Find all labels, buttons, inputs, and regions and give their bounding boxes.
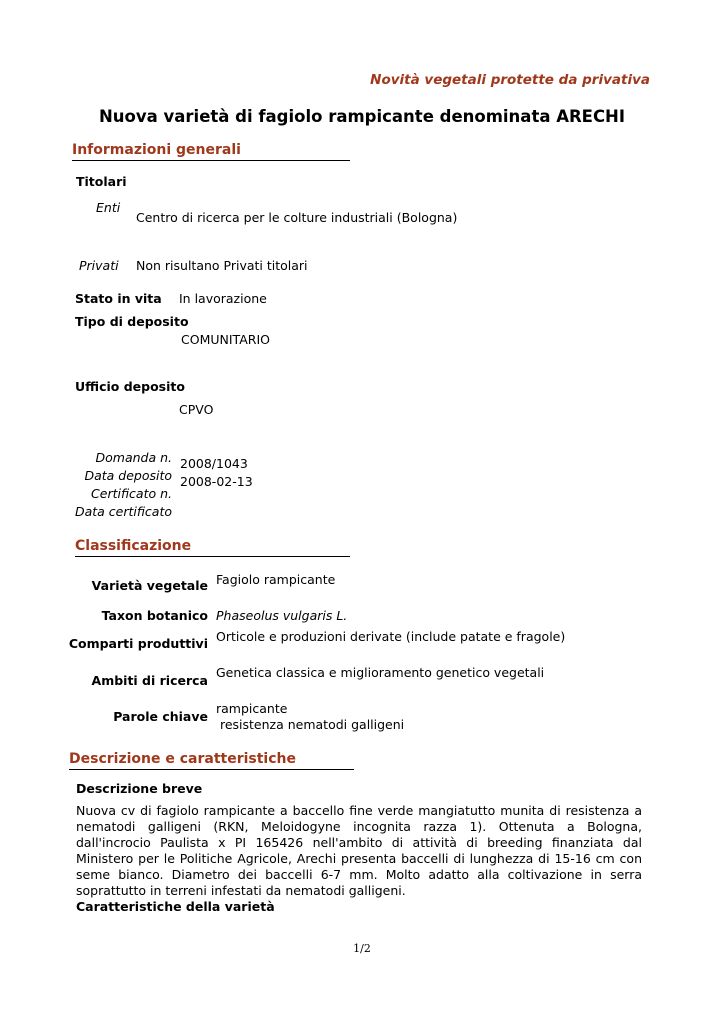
comparti-produttivi-value: Orticole e produzioni derivate (include patate e fragole) [216,629,566,644]
section-underline [75,556,350,557]
stato-in-vita-value: In lavorazione [179,291,267,306]
taxon-botanico-label: Taxon botanico [101,608,208,623]
data-deposito-value: 2008-02-13 [180,474,253,489]
section-informazioni-generali: Informazioni generali [72,142,241,158]
parole-chiave-value-1: rampicante [216,701,288,716]
enti-label: Enti [96,200,121,215]
ufficio-deposito-value: CPVO [179,402,214,417]
enti-value: Centro di ricerca per le colture industriali (Bologna) [136,210,458,225]
privati-label: Privati [79,258,119,273]
privati-value: Non risultano Privati titolari [136,258,308,273]
section-descrizione: Descrizione e caratteristiche [69,751,296,767]
page-number: 1/2 [353,942,371,955]
ufficio-deposito-label: Ufficio deposito [75,379,185,394]
descrizione-breve-text: Nuova cv di fagiolo rampicante a baccello fine verde mangiatutto munita di resistenza a nematodi galligeni (RKN, Meloidogyne incognita razza 1). Ottenuta a Bologna, dall'incrocio Paulista x PI 165426 nell'ambito di attività di breeding finanziata dal Ministero per le Politiche Agricole, Arechi presenta baccelli di lunghezza di 15-16 cm con seme bianco. Diametro dei baccelli 6-7 mm. Molto adatto alla coltivazione in serra soprattutto in terreni infestati da nematodi galligeni. [76,803,642,898]
ambiti-ricerca-value: Genetica classica e miglioramento genetico vegetali [216,665,545,680]
parole-chiave-value-2: resistenza nematodi galligeni [216,717,405,732]
certificato-label: Certificato n. [91,486,172,501]
domanda-label: Domanda n. [95,450,172,465]
section-underline [69,769,354,770]
varieta-vegetale-value: Fagiolo rampicante [216,572,336,587]
document-tagline: Novità vegetali protette da privativa [370,72,650,88]
tipo-deposito-value: COMUNITARIO [181,332,270,347]
descrizione-breve-label: Descrizione breve [76,781,203,796]
parole-chiave-label: Parole chiave [113,709,208,724]
varieta-vegetale-label: Varietà vegetale [91,578,208,593]
tipo-deposito-label: Tipo di deposito [75,314,189,329]
domanda-value: 2008/1043 [180,456,248,471]
ambiti-ricerca-label: Ambiti di ricerca [91,673,208,688]
page-title: Nuova varietà di fagiolo rampicante denominata ARECHI [98,107,626,126]
section-classificazione: Classificazione [75,538,192,554]
taxon-botanico-value: Phaseolus vulgaris L. [216,608,348,623]
data-certificato-label: Data certificato [74,504,172,519]
data-deposito-label: Data deposito [84,468,172,483]
titolari-label: Titolari [76,174,127,189]
comparti-produttivi-label: Comparti produttivi [68,636,208,651]
section-underline [72,160,350,161]
caratteristiche-label: Caratteristiche della varietà [76,899,275,914]
stato-in-vita-label: Stato in vita [75,291,162,306]
